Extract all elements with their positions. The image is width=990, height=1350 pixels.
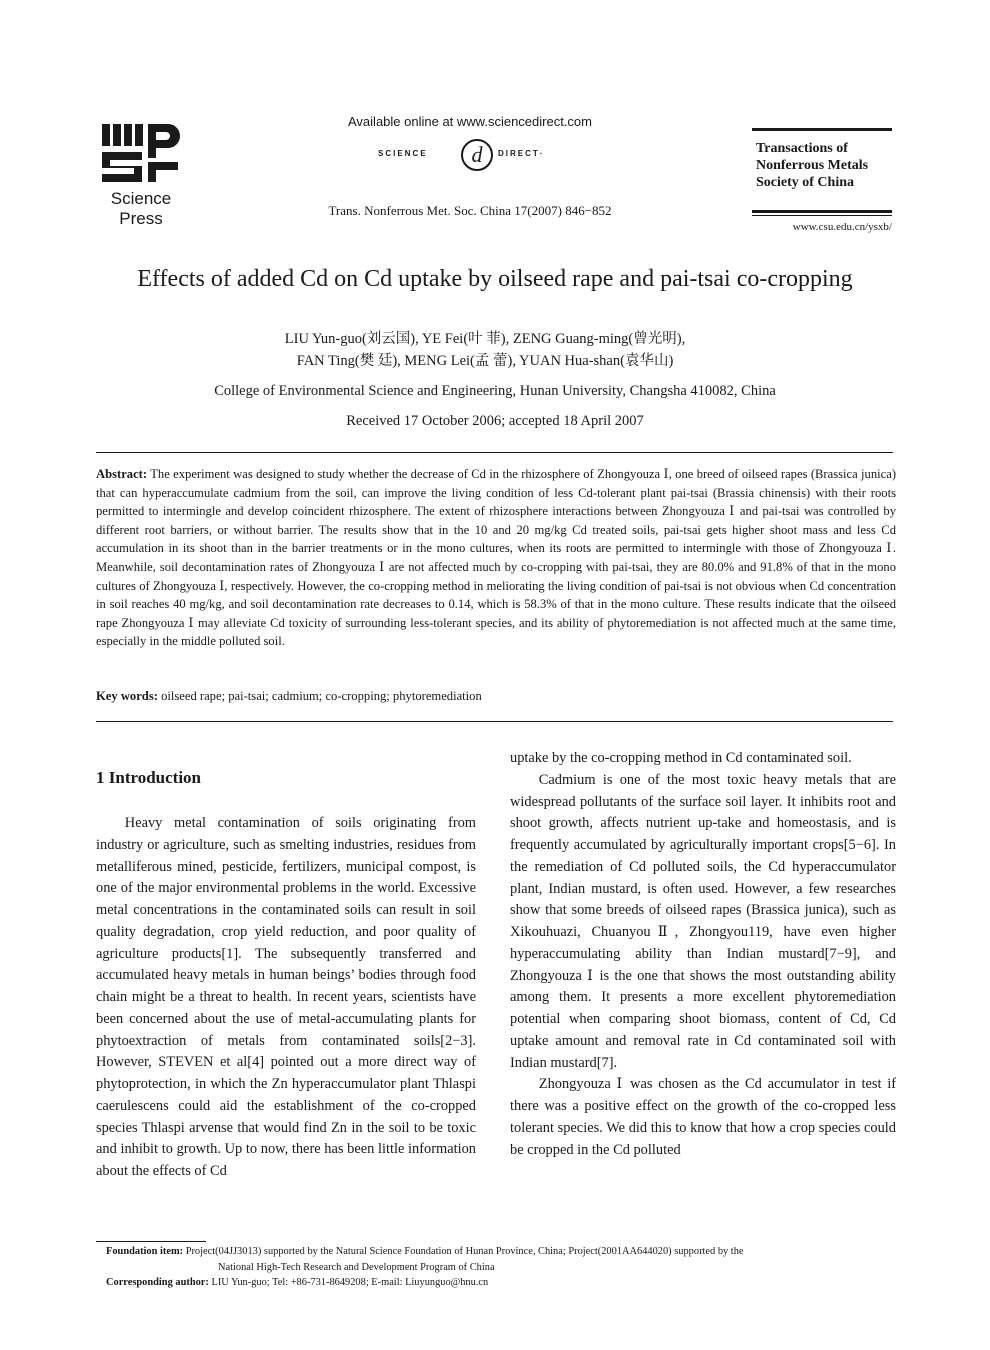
journal-name: Transactions of Nonferrous Metals Society of China [756,141,869,190]
paragraph: Zhongyouza Ⅰ was chosen as the Cd accumulator in test if there was a positive effect on the growth of the co-cropped less tolerant species. We did this to know that how a crop species could be cropped in the Cd polluted [510,1076,896,1158]
available-online: Available online at www.sciencedirect.com [348,114,592,129]
keywords-label: Key words: [96,689,158,703]
abstract [96,465,896,651]
sd-right-text: DIRECT· [498,149,545,158]
sd-left-text: SCIENCE [378,149,428,158]
journal-rule-thin [752,215,892,216]
publisher-logo [98,122,184,229]
article-title: Effects of added Cd on Cd uptake by oilseed rape and pai-tsai co-cropping [137,266,853,292]
logo-text-press: Press [119,209,163,228]
journal-rule-thick [752,210,892,213]
citation: Trans. Nonferrous Met. Soc. China 17(2007) 846−852 [328,203,612,218]
abstract-text: The experiment was designed to study whether the decrease of Cd in the rhizosphere of Zhongyouza Ⅰ, one breed of oilseed rapes (Brassica junica) that can hyperaccumulate cadmium from the soil, can improve the living condition of less Cd-tolerant plant pai-tsai (Brassia chinensis) with their roots permitted to intermingle and develop coincident rhizosphere. The extent of rhizosphere interactions between Zhongyouza Ⅰ and pai-tsai was controlled by different root barriers, or without barrier. The results show that in the 10 and 20 mg/kg Cd treated soils, pai-tsai gets higher shoot mass and less Cd accumulation in its shoot than in the barrier treatments or in the mono cultures, when its roots are permitted to intermingle with those of Zhongyouza Ⅰ. Meanwhile, soil decontamination rates of Zhongyouza Ⅰ are not affected much by co-cropping with pai-tsai, they are 80.0% and 91.8% of that in the mono cultures of Zhongyouza Ⅰ, respectively. However, the co-cropping method in meliorating the living condition of pai-tsai is not obvious when Cd concentration in soil reaches 40 mg/kg, and soil decontamination rate decreases to 0.14, which is 58.3% of that in the mono culture. These results indicate that the oilseed rape Zhongyouza Ⅰ may alleviate Cd toxicity of surrounding less-tolerant species, and its ability of phytoremediation is not affected much at the same time, especially in the middle polluted soil. [96,467,897,649]
svg-text:d: d [471,142,483,167]
corresponding-footnote [106,1275,896,1291]
corresponding-text: LIU Yun-guo; Tel: +86-731-8649208; E-mail: Liuyunguo@hnu.cn [211,1277,489,1288]
received-date: Received 17 October 2006; accepted 18 April 2007 [346,413,644,429]
journal-rule-top [752,128,892,131]
foundation-text-cont: National High-Tech Research and Development Program of China [218,1261,495,1273]
right-column [510,748,896,1161]
abstract-rule-top [96,452,893,453]
paragraph: Cadmium is one of the most toxic heavy metals that are widespread pollutants of the surface soil layer. It inhibits root and shoot growth, affects nutrient up-take and homeostasis, and is frequently accumulated by agriculturally important crops[5−6]. In the remediation of Cd polluted soils, the Cd hyperaccumulator plant, Indian mustard, is often used. However, a few researches show that some breeds of oilseed rapes (Brassica junica), such as Xikouhuazi, ChuanyouⅡ, Zhongyou119, have even higher hyperaccumulating ability than Indian mustard[7−9], and Zhongyouza Ⅰ is the one that shows the most outstanding ability among them. It presents a more excellent phytoremediation potential when comparing shoot biomass, content of Cd, Cd uptake amount and removal rate in Cd contaminated soil with Indian mustard[7]. [510,771,896,1071]
science-press-logo-icon [100,122,182,184]
corresponding-label: Corresponding author: [106,1277,209,1288]
journal-url[interactable]: www.csu.edu.cn/ysxb/ [792,221,892,233]
authors-line-1: LIU Yun-guo(刘云国), YE Fei(叶 菲), ZENG Guang-ming(曾光明), [284,331,686,347]
affiliation: College of Environmental Science and Engineering, Hunan University, Changsha 410082, China [214,383,776,399]
keywords-rule-bottom [96,721,893,722]
sciencedirect-logo [360,135,580,175]
section-title: 1 Introduction [96,768,202,787]
foundation-text: Project(04JJ3013) supported by the Natural Science Foundation of Hunan Province, China; Project(2001AA644020) supported by the [185,1246,744,1257]
footnote-rule [96,1241,206,1242]
logo-text-science: Science [110,189,172,208]
at-sign-icon [460,135,494,175]
keywords-text: oilseed rape; pai-tsai; cadmium; co-cropping; phytoremediation [161,689,482,703]
authors [120,328,850,372]
paragraph: Heavy metal contamination of soils originating from industry or agriculture, such as smelting industries, residues from metalliferous mined, pesticide, fertilizers, municipal compost, is one of the major environmental problems in the world. Excessive metal concentrations in the contaminated soils can result in soil quality degradation, crop yield reduction, and poor quality of agriculture products[1]. The subsequently transferred and accumulated heavy metals in human beings’ bodies through food chain might be a threat to health. In recent years, scientists have been concerned about the use of metal-accumulating plants for phytoextraction of metals from contaminated soils[2−3]. However, STEVEN et al[4] pointed out a more direct way of phytoprotection, in which the Zn hyperaccumulator plant Thlaspi caerulescens could aid the establishment of the co-cropped species Thlaspi arvense that would find Zn in the soil to be toxic and inhibit to growth. Up to now, there has been little information about the effects of Cd [96,815,476,1179]
foundation-footnote [106,1244,896,1275]
paragraph: uptake by the co-cropping method in Cd contaminated soil. [510,750,852,766]
abstract-label: Abstract: [96,467,148,481]
keywords [96,689,896,704]
authors-line-2: FAN Ting(樊 廷), MENG Lei(孟 蕾), YUAN Hua-shan(袁华山) [296,353,674,369]
left-column [96,813,476,1183]
footnotes [106,1244,896,1291]
foundation-label: Foundation item: [106,1246,184,1257]
